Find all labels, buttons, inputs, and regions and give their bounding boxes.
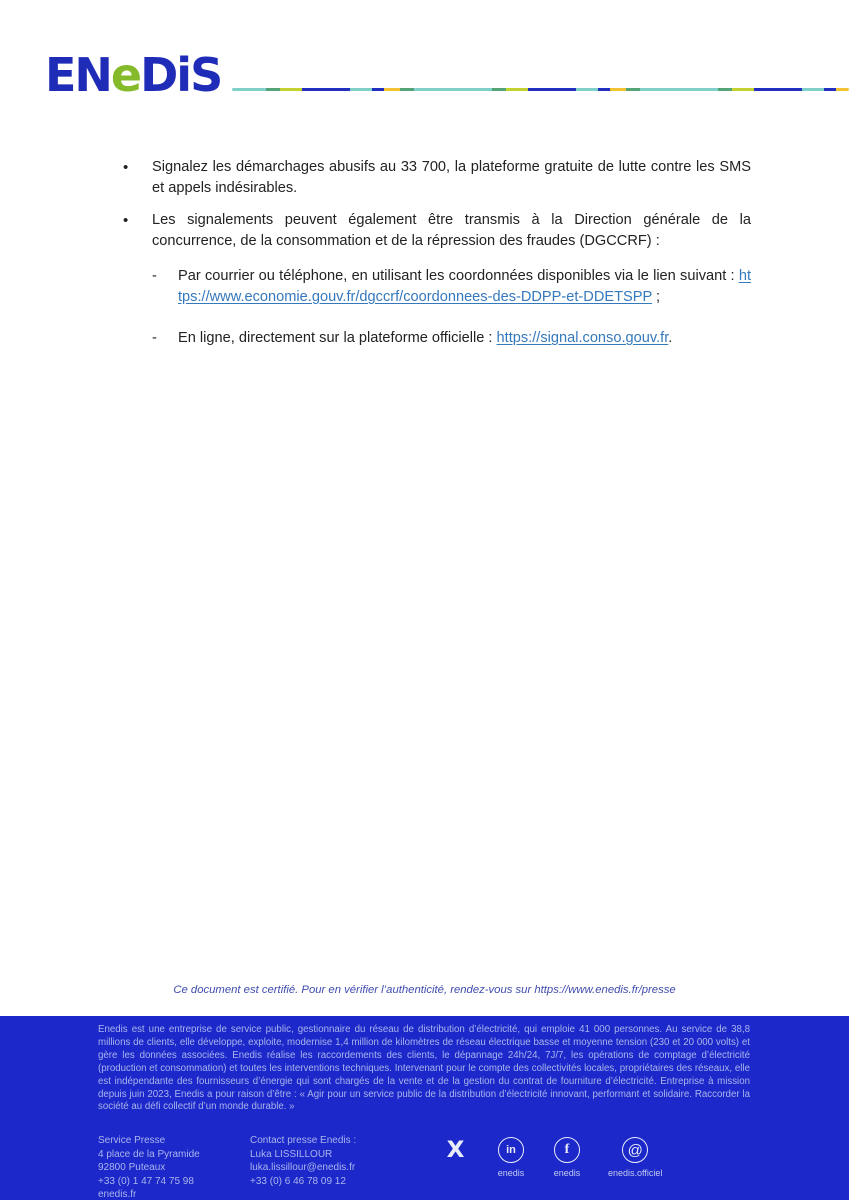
sub-bullet-item-2	[152, 328, 751, 349]
instagram-icon[interactable]: @	[622, 1136, 648, 1164]
enedis-logo	[45, 50, 221, 100]
bullet-text-2: Les signalements peuvent également être transmis à la Direction générale de la concurrence, de la consommation et de la répression des fraudes (DGCCRF) :	[152, 212, 751, 249]
linkedin-icon[interactable]: in	[498, 1136, 524, 1164]
social-item-instagram	[608, 1136, 662, 1179]
press-contact-email[interactable]: luka.lissillour@enedis.fr	[250, 1162, 356, 1174]
bullet-text-1: Signalez les démarchages abusifs au 33 700, la plateforme gratuite de lutte contre les SMS et appels indésirables.	[152, 159, 751, 196]
sub-bullet-2-prefix: En ligne, directement sur la plateforme officielle :	[178, 330, 497, 346]
linkedin-handle-label: enedis	[497, 1168, 525, 1179]
social-item-x	[440, 1136, 470, 1179]
instagram-handle-label: enedis.officiel	[608, 1168, 663, 1179]
sub-bullet-item-1	[152, 266, 751, 308]
bullet-item-1	[123, 157, 751, 199]
service-presse-address-2: 92800 Puteaux	[98, 1162, 166, 1174]
footer	[0, 1016, 849, 1200]
brand-divider-line	[232, 88, 849, 91]
logo-text-blue: EN	[45, 48, 111, 102]
service-presse-website: enedis.fr	[98, 1188, 137, 1200]
logo-text-green: e	[110, 48, 141, 102]
social-links	[440, 1136, 662, 1179]
sub-bullet-1-suffix: ;	[651, 289, 661, 305]
document-body	[123, 157, 751, 369]
press-contact-title: Contact presse Enedis :	[250, 1135, 357, 1147]
sub-bullet-list	[152, 266, 751, 349]
footer-columns	[0, 1134, 849, 1201]
bullet-list	[123, 157, 751, 252]
service-presse-title: Service Presse	[98, 1135, 166, 1147]
signal-conso-link[interactable]: https://signal.conso.gouv.fr	[496, 330, 669, 346]
sub-bullet-text-1	[178, 266, 751, 308]
bullet-marker: •	[123, 212, 129, 229]
company-boilerplate: Enedis est une entreprise de service public, gestionnaire du réseau de distribution d’électricité, qui emploie 41 000 personnes. Au service de 38,8 millions de clients, elle développe, exploite, modernise 1,4 million de kilomètres de réseau électrique basse et moyenne tension (230 et 20 000 volts) et gère les données associées. Enedis réalise les raccordements des clients, le dépannage 24h/24, 7J/7, les opérations de comptage d’électricité (production et consommation) et toutes les interventions techniques. Intervenant pour le compte des collectivités locales, propriétaires des réseaux, elle est indépendante des fournisseurs d’énergie qui sont chargés de la vente et de la gestion du contrat de fourniture d’électricité. Entreprise à mission depuis juin 2023, Enedis a pour raison d’être : « Agir pour un service public de la distribution d’électricité innovant, performant et solidaire. Raccorder la société au défi collectif d’un monde durable. »	[98, 1024, 750, 1113]
social-item-facebook	[552, 1136, 582, 1179]
sub-bullet-text-2	[178, 328, 751, 349]
logo-text-blue-2: DiS	[140, 48, 222, 102]
bullet-marker: •	[123, 159, 129, 176]
x-twitter-icon[interactable]: X	[446, 1137, 464, 1163]
press-contact-phone: +33 (0) 6 46 78 09 12	[250, 1175, 346, 1187]
certification-notice: Ce document est certifié. Pour en vérifier l’authenticité, rendez-vous sur https://www.enedis.fr/presse	[173, 984, 676, 996]
service-presse-address-1: 4 place de la Pyramide	[98, 1148, 200, 1160]
service-presse-block	[98, 1134, 250, 1201]
press-contact-block	[250, 1134, 440, 1188]
service-presse-phone: +33 (0) 1 47 74 75 98	[98, 1175, 194, 1187]
social-item-linkedin	[496, 1136, 526, 1179]
dash-marker: -	[152, 268, 157, 284]
press-contact-name: Luka LISSILLOUR	[250, 1148, 333, 1160]
dash-marker: -	[152, 330, 157, 346]
sub-bullet-1-prefix: Par courrier ou téléphone, en utilisant les coordonnées disponibles via le lien suivant :	[178, 268, 739, 284]
sub-bullet-2-suffix: .	[668, 330, 673, 346]
facebook-handle-label: enedis	[553, 1168, 581, 1179]
bullet-item-2	[123, 210, 751, 252]
dgccrf-coordonnees-link[interactable]: https://www.economie.gouv.fr/dgccrf/coordonnees-des-DDPP-et-DDETSPP	[178, 268, 751, 305]
facebook-icon[interactable]: f	[554, 1136, 580, 1164]
